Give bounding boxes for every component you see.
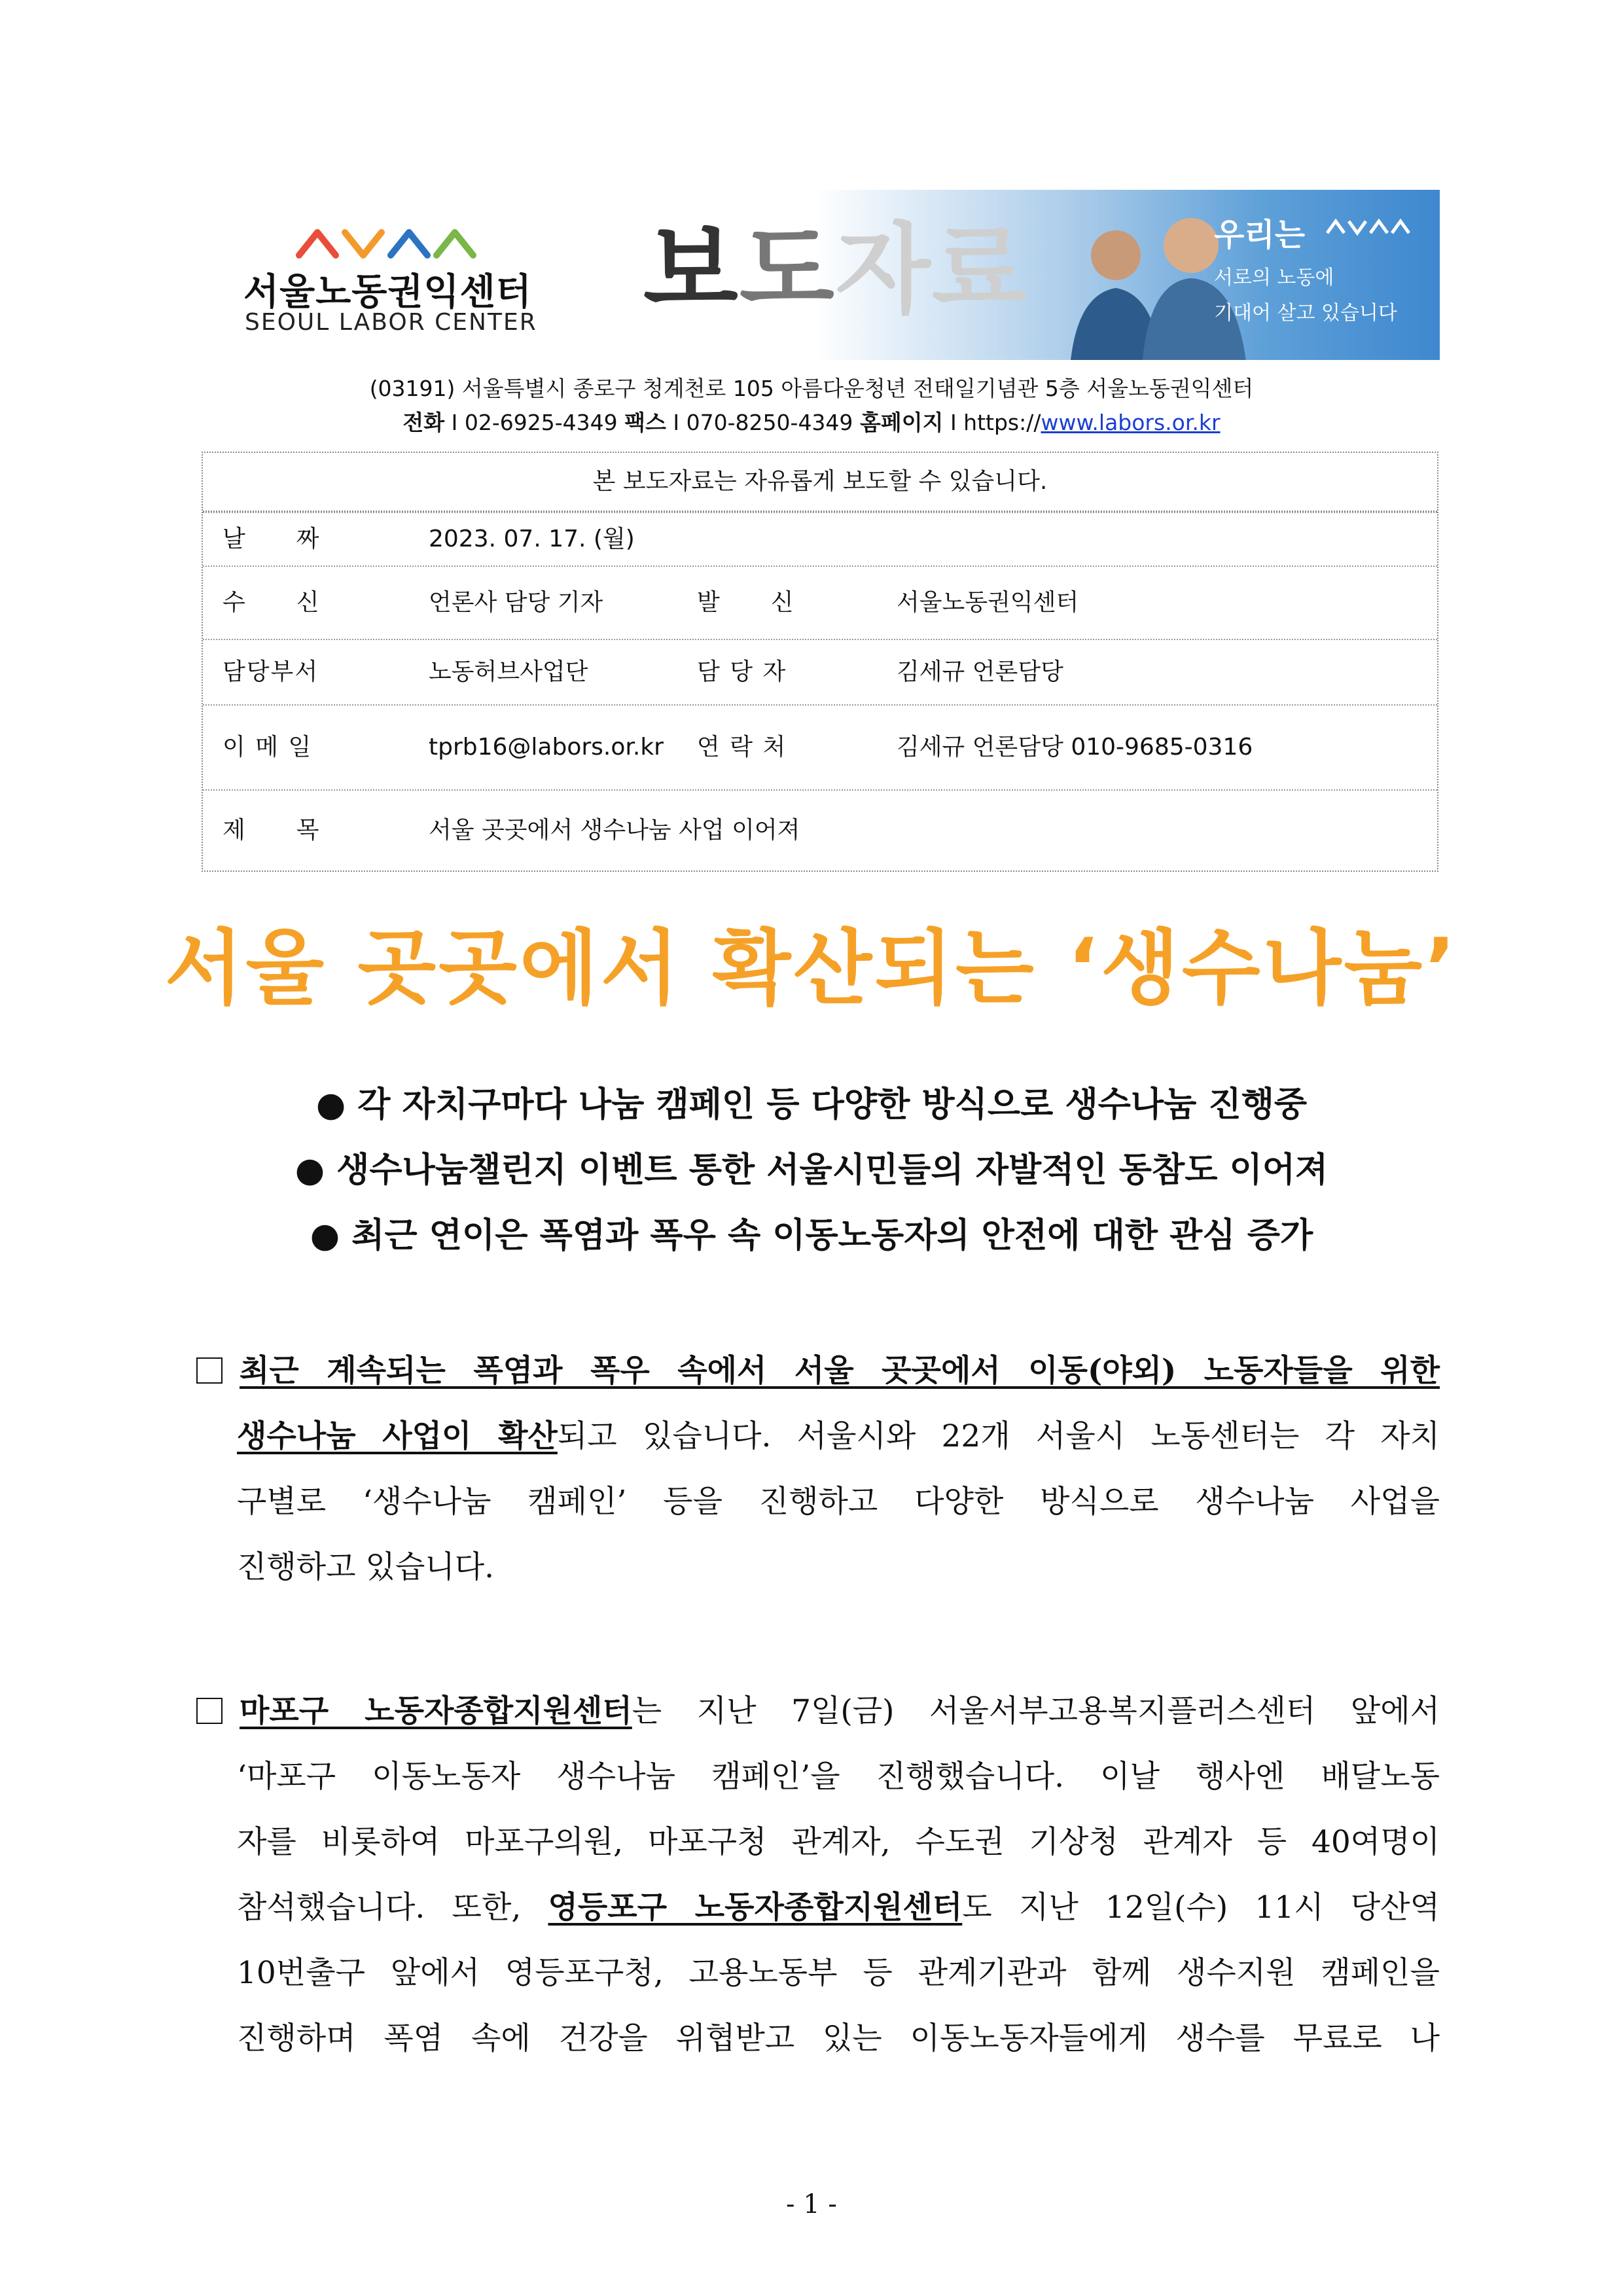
- fax-label: 팩스: [624, 410, 666, 435]
- address-line: (03191) 서울특별시 종로구 청계천로 105 아름다운청년 전태일기념관 5층 서울노동권익센터: [369, 376, 1254, 401]
- org-logo: [236, 223, 543, 340]
- paragraph-line: 진행하며 폭염 속에 건강을 위협받고 있는 이동노동자들에게 생수를 무료로 나: [237, 2020, 1440, 2056]
- paragraph-text: 되고 있습니다. 서울시와 22개 서울시 노동센터는 각 자치: [557, 1418, 1440, 1454]
- info-label: 제 목: [223, 817, 321, 844]
- info-value-2: 김세규 언론담당 010-9685-0316: [897, 734, 1253, 761]
- square-bullet-icon: [196, 1357, 223, 1384]
- info-value-2: 김세규 언론담당: [897, 658, 1063, 685]
- banner-title-part3: 자료: [835, 213, 1028, 327]
- fax-number: 070-8250-4349: [686, 410, 853, 435]
- paragraph-text: 참석했습니다. 또한,: [237, 1890, 548, 1926]
- logo-chevrons-icon: [296, 223, 479, 259]
- emphasis-text: 마포구 노동자종합지원센터: [240, 1693, 632, 1729]
- homepage-label: 홈페이지: [859, 410, 944, 435]
- square-bullet-icon: [196, 1698, 223, 1724]
- summary-bullet: ● 생수나눔챌린지 이벤트 통한 서울시민들의 자발적인 동참도 이어져: [294, 1151, 1329, 1190]
- free-press-notice: 본 보도자료는 자유롭게 보도할 수 있습니다.: [203, 453, 1437, 512]
- body-paragraph-2: [196, 1679, 1440, 2072]
- press-info-table: [202, 452, 1438, 872]
- info-value-2: 서울노동권익센터: [897, 589, 1079, 616]
- paragraph-line: 구별로 ‘생수나눔 캠페인’ 등을 진행하고 다양한 방식으로 생수나눔 사업을: [237, 1484, 1440, 1520]
- info-row-recipient: [203, 565, 1437, 639]
- slogan-line-1: 우리는: [1214, 217, 1306, 253]
- paragraph-line: ‘마포구 이동노동자 생수나눔 캠페인’을 진행했습니다. 이날 행사엔 배달노동: [237, 1759, 1440, 1795]
- phone-label: 전화: [402, 410, 445, 435]
- summary-bullet: ● 각 자치구마다 나눔 캠페인 등 다양한 방식으로 생수나눔 진행중: [315, 1085, 1308, 1124]
- info-row-department: [203, 639, 1437, 704]
- info-label-2: 발 신: [697, 589, 795, 616]
- info-value: 서울 곳곳에서 생수나눔 사업 이어져: [429, 817, 800, 844]
- paragraph-line: [196, 1679, 1440, 1744]
- info-label: 이 메 일: [223, 734, 313, 761]
- info-label: 수 신: [223, 589, 321, 616]
- paragraph-line: [196, 1875, 1440, 1941]
- info-row-email: [203, 704, 1437, 789]
- homepage-prefix: https://: [963, 410, 1041, 435]
- org-name: 서울노동권익센터: [243, 271, 532, 314]
- paragraph-text: 는 지난 7일(금) 서울서부고용복지플러스센터 앞에서: [632, 1693, 1440, 1729]
- info-label-2: 담 당 자: [697, 658, 787, 685]
- summary-bullet: ● 최근 연이은 폭염과 폭우 속 이동노동자의 안전에 대한 관심 증가: [310, 1216, 1313, 1255]
- info-row-date: [203, 512, 1437, 565]
- info-label: 날 짜: [223, 526, 321, 552]
- paragraph-line: 10번출구 앞에서 영등포구청, 고용노동부 등 관계기관과 함께 생수지원 캠페인을: [237, 1955, 1440, 1991]
- paragraph-text: 도 지난 12일(수) 11시 당산역: [962, 1890, 1440, 1926]
- paragraph-line: 진행하고 있습니다.: [237, 1549, 495, 1585]
- slogan-line-2: 서로의 노동에: [1214, 266, 1334, 289]
- emphasis-text: 영등포구 노동자종합지원센터: [548, 1890, 963, 1926]
- banner-slogan: [1214, 209, 1397, 325]
- homepage-link[interactable]: www.labors.or.kr: [1041, 410, 1221, 435]
- info-label: 담당부서: [223, 658, 319, 685]
- info-row-subject: [203, 789, 1437, 870]
- slogan-line-3: 기대어 살고 있습니다: [1214, 302, 1397, 325]
- banner-title-part1: 보: [643, 213, 740, 327]
- body-paragraph-1: [196, 1338, 1440, 1600]
- info-value: 노동허브사업단: [429, 658, 588, 685]
- headline: 서울 곳곳에서 확산되는 ‘생수나눔’: [164, 922, 1459, 1016]
- info-value: 언론사 담당 기자: [429, 589, 603, 616]
- paragraph-line: 자를 비롯하여 마포구의원, 마포구청 관계자, 수도권 기상청 관계자 등 40여명이: [237, 1824, 1440, 1860]
- info-value: tprb16@labors.or.kr: [429, 734, 664, 761]
- emphasis-text: 최근 계속되는 폭염과 폭우 속에서 서울 곳곳에서 이동(야외) 노동자들을 위한: [240, 1353, 1440, 1389]
- org-name-english: SEOUL LABOR CENTER: [245, 309, 537, 336]
- banner-title: [643, 213, 1028, 327]
- phone-number: 02-6925-4349: [464, 410, 618, 435]
- paragraph-line: [196, 1338, 1440, 1404]
- info-value: 2023. 07. 17. (월): [429, 526, 635, 552]
- page-number: - 1 -: [786, 2189, 837, 2219]
- press-release-banner: [638, 190, 1440, 360]
- banner-title-part2: 도: [739, 213, 836, 327]
- paragraph-line: [196, 1404, 1440, 1469]
- info-label-2: 연 락 처: [697, 734, 787, 761]
- contact-line: 전화 I 02-6925-4349 팩스 I 070-8250-4349 홈페이지 I https://www.labors.or.kr: [402, 410, 1221, 435]
- emphasis-text: 생수나눔 사업이 확산: [237, 1418, 558, 1454]
